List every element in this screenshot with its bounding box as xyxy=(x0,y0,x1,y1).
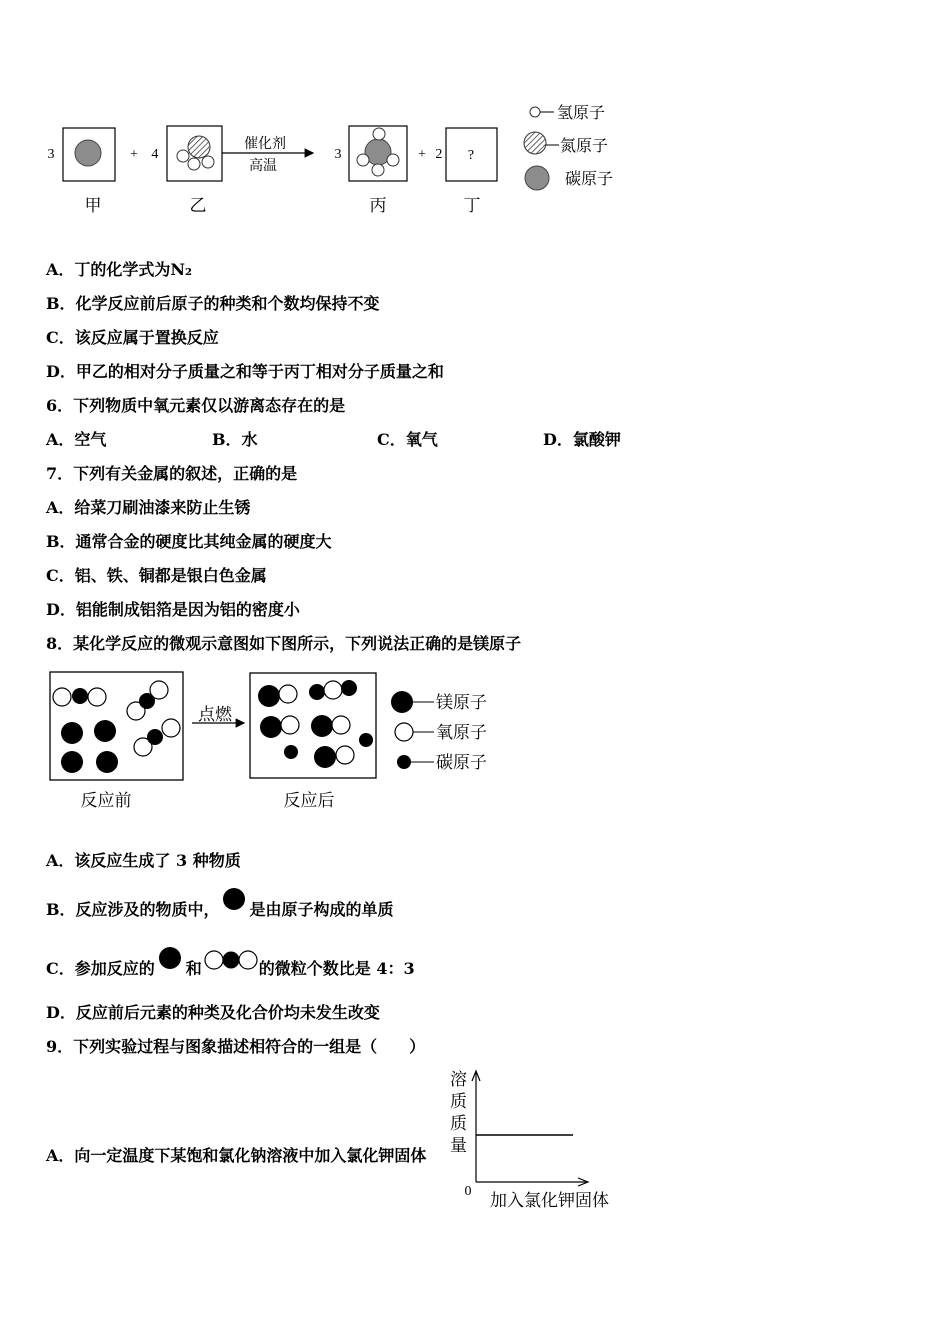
magnesium-atom-icon xyxy=(391,691,413,713)
q6-options-row xyxy=(0,430,950,450)
hydrogen-atom xyxy=(357,154,369,166)
hydrogen-atom xyxy=(387,154,399,166)
nitrogen-atom xyxy=(188,136,210,158)
magnesium-atom-icon xyxy=(157,945,183,971)
q7-option-a: A．给菜刀刷油漆来防止生锈 xyxy=(46,498,251,517)
oxygen-atom xyxy=(281,716,299,734)
q7-option-b: B．通常合金的硬度比其纯金属的硬度大 xyxy=(46,532,332,551)
carbon-atom xyxy=(309,684,325,700)
oxygen-atom xyxy=(332,716,350,734)
q8-option-b-text-after: 是由原子构成的单质 xyxy=(249,899,394,919)
oxygen-atom-icon xyxy=(395,723,413,741)
carbon-atom xyxy=(75,140,101,166)
condition-high-temperature: 高温 xyxy=(249,159,277,174)
carbon-atom xyxy=(147,729,163,745)
magnesium-atom xyxy=(311,715,333,737)
label-bing: 丙 xyxy=(369,196,387,215)
plus-coefficient-yi: + 4 xyxy=(130,147,159,162)
legend-carbon-label: 碳原子 xyxy=(565,171,614,188)
q7-stem: 7．下列有关金属的叙述，正确的是 xyxy=(46,464,298,483)
q8-option-c-text-middle: 和 xyxy=(185,958,202,978)
q8-option-d: D．反应前后元素的种类及化合价均未发生改变 xyxy=(46,1003,380,1022)
hydrogen-atom xyxy=(202,156,214,168)
label-before-reaction: 反应前 xyxy=(80,791,132,810)
unknown-mark: ? xyxy=(467,148,475,163)
magnesium-atom xyxy=(61,722,83,744)
hydrogen-atom xyxy=(188,158,200,170)
q9-option-a: A．向一定温度下某饱和氯化钠溶液中加入氯化钾固体 xyxy=(46,1146,427,1165)
label-yi: 乙 xyxy=(189,196,207,215)
magnesium-atom xyxy=(314,746,336,768)
q6-stem: 6．下列物质中氧元素仅以游离态存在的是 xyxy=(46,396,346,415)
carbon-atom xyxy=(139,693,155,709)
legend-oxygen-label: 氧原子 xyxy=(436,723,487,742)
q8-option-c-text-before: C．参加反应的 xyxy=(46,958,155,978)
carbon-dioxide-molecule-icon xyxy=(204,949,258,971)
carbon-atom xyxy=(341,680,357,696)
q5-option-b: B．化学反应前后原子的种类和个数均保持不变 xyxy=(46,294,380,313)
graph-origin-label: 0 xyxy=(464,1184,472,1199)
condition-catalyst: 催化剂 xyxy=(244,137,286,152)
magnesium-atom xyxy=(258,685,280,707)
q8-option-b xyxy=(46,895,394,921)
q7-option-d: D．铝能制成铝箔是因为铝的密度小 xyxy=(46,600,300,619)
graph-x-axis-label: 加入氯化钾固体 xyxy=(490,1191,609,1210)
magnesium-atom xyxy=(61,751,83,773)
hydrogen-atom xyxy=(373,128,385,140)
hydrogen-atom-icon xyxy=(530,107,540,117)
carbon-atom xyxy=(284,745,298,759)
micro-reaction-diagram xyxy=(40,665,510,815)
oxygen-atom xyxy=(88,688,106,706)
label-jia: 甲 xyxy=(84,196,102,215)
q8-option-b-text-before: B．反应涉及的物质中， xyxy=(46,899,220,919)
carbon-atom-icon xyxy=(397,755,411,769)
oxygen-atom xyxy=(279,685,297,703)
hydrogen-atom xyxy=(372,164,384,176)
legend-carbon-label: 碳原子 xyxy=(436,753,487,772)
coefficient-jia: 3 xyxy=(47,147,55,162)
carbon-atom xyxy=(359,733,373,747)
q8-option-a: A．该反应生成了 3 种物质 xyxy=(46,851,241,870)
legend-magnesium-label: 镁原子 xyxy=(436,693,487,712)
q8-option-c-text-after: 的微粒个数比是 4：3 xyxy=(258,958,415,978)
q8-option-c xyxy=(46,954,415,980)
magnesium-atom xyxy=(94,720,116,742)
q8-stem: 8．某化学反应的微观示意图如下图所示，下列说法正确的是镁原子 xyxy=(46,634,522,653)
hydrogen-atom xyxy=(177,150,189,162)
carbon-atom xyxy=(72,688,88,704)
carbon-atom-icon xyxy=(525,166,549,190)
q5-option-d: D．甲乙的相对分子质量之和等于丙丁相对分子质量之和 xyxy=(46,362,444,381)
graph-y-axis-label: 溶质质量 xyxy=(447,1070,466,1158)
magnesium-atom xyxy=(96,751,118,773)
magnesium-atom-icon xyxy=(221,886,247,912)
q7-option-c: C．铝、铁、铜都是银白色金属 xyxy=(46,566,267,585)
oxygen-atom xyxy=(53,688,71,706)
legend-hydrogen-label: 氢原子 xyxy=(557,105,606,122)
q6-option-b: B．水 xyxy=(212,430,258,449)
q5-option-a: A．丁的化学式为N₂ xyxy=(46,260,193,279)
reaction-diagram xyxy=(40,95,640,220)
nitrogen-atom-icon xyxy=(524,132,546,154)
legend-nitrogen-label: 氮原子 xyxy=(560,138,609,155)
plus-coefficient-ding: + 2 xyxy=(418,147,443,162)
q5-option-c: C．该反应属于置换反应 xyxy=(46,328,219,347)
oxygen-atom xyxy=(336,746,354,764)
q6-option-d: D．氯酸钾 xyxy=(543,430,621,449)
label-after-reaction: 反应后 xyxy=(283,791,335,810)
oxygen-atom xyxy=(324,681,342,699)
q6-option-c: C．氧气 xyxy=(377,430,438,449)
label-ding: 丁 xyxy=(463,196,481,215)
coefficient-bing: 3 xyxy=(334,147,342,162)
q9-stem: 9．下列实验过程与图象描述相符合的一组是（ ） xyxy=(46,1037,426,1056)
q6-option-a: A．空气 xyxy=(46,430,107,449)
magnesium-atom xyxy=(260,716,282,738)
condition-ignite: 点燃 xyxy=(198,705,232,724)
solute-mass-graph xyxy=(440,1065,630,1215)
oxygen-atom xyxy=(162,719,180,737)
